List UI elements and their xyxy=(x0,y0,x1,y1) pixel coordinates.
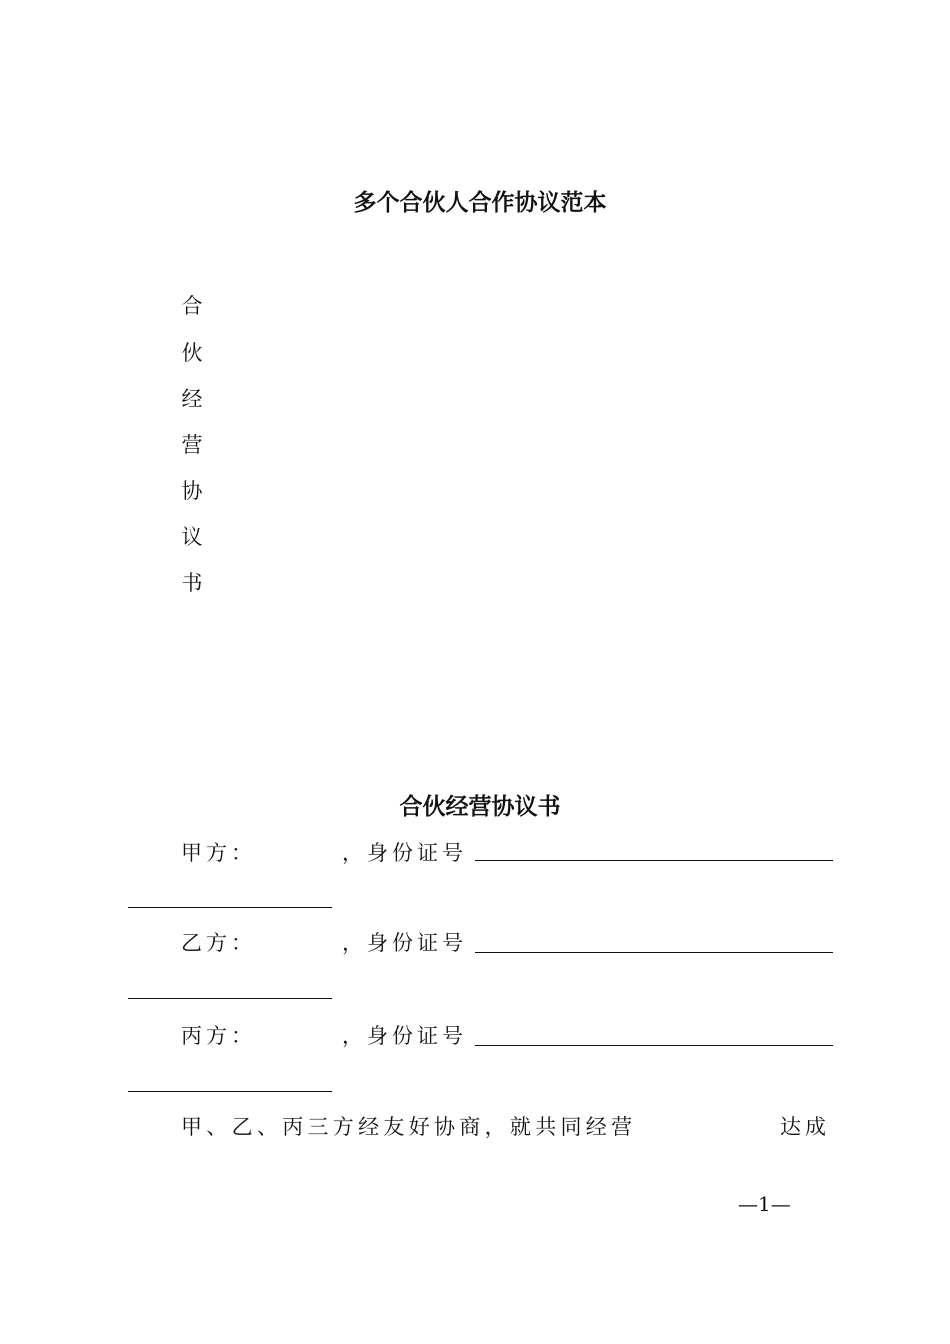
document-title: 多个合伙人合作协议范本 xyxy=(353,189,607,216)
body-paragraph: 甲、乙、丙三方经友好协商，就共同经营 xyxy=(181,1115,637,1139)
vertical-heading-char: 伙 xyxy=(181,341,203,365)
party-a-id-label: ，身份证号 xyxy=(342,841,467,865)
party-a-id-field[interactable] xyxy=(475,860,833,861)
agreement-title: 合伙经营协议书 xyxy=(399,793,561,820)
party-b-id-field[interactable] xyxy=(475,952,833,953)
party-b-id-field-continuation[interactable] xyxy=(128,998,332,999)
page-number: —1— xyxy=(738,1192,791,1216)
vertical-heading-char: 协 xyxy=(181,479,203,503)
vertical-heading-char: 营 xyxy=(181,433,203,457)
party-b-label: 乙方： xyxy=(181,931,256,955)
party-a-id-field-continuation[interactable] xyxy=(128,907,332,908)
party-b-id-label: ，身份证号 xyxy=(342,931,467,955)
vertical-heading-char: 合 xyxy=(181,294,203,318)
body-paragraph-end: 达成 xyxy=(780,1115,830,1139)
party-c-label: 丙方： xyxy=(181,1024,256,1048)
vertical-heading-char: 书 xyxy=(181,571,203,595)
party-a-label: 甲方： xyxy=(181,841,256,865)
party-c-id-label: ，身份证号 xyxy=(342,1024,467,1048)
party-c-id-field[interactable] xyxy=(475,1045,833,1046)
vertical-heading-char: 经 xyxy=(181,387,203,411)
vertical-heading-char: 议 xyxy=(181,525,203,549)
party-c-id-field-continuation[interactable] xyxy=(128,1091,332,1092)
